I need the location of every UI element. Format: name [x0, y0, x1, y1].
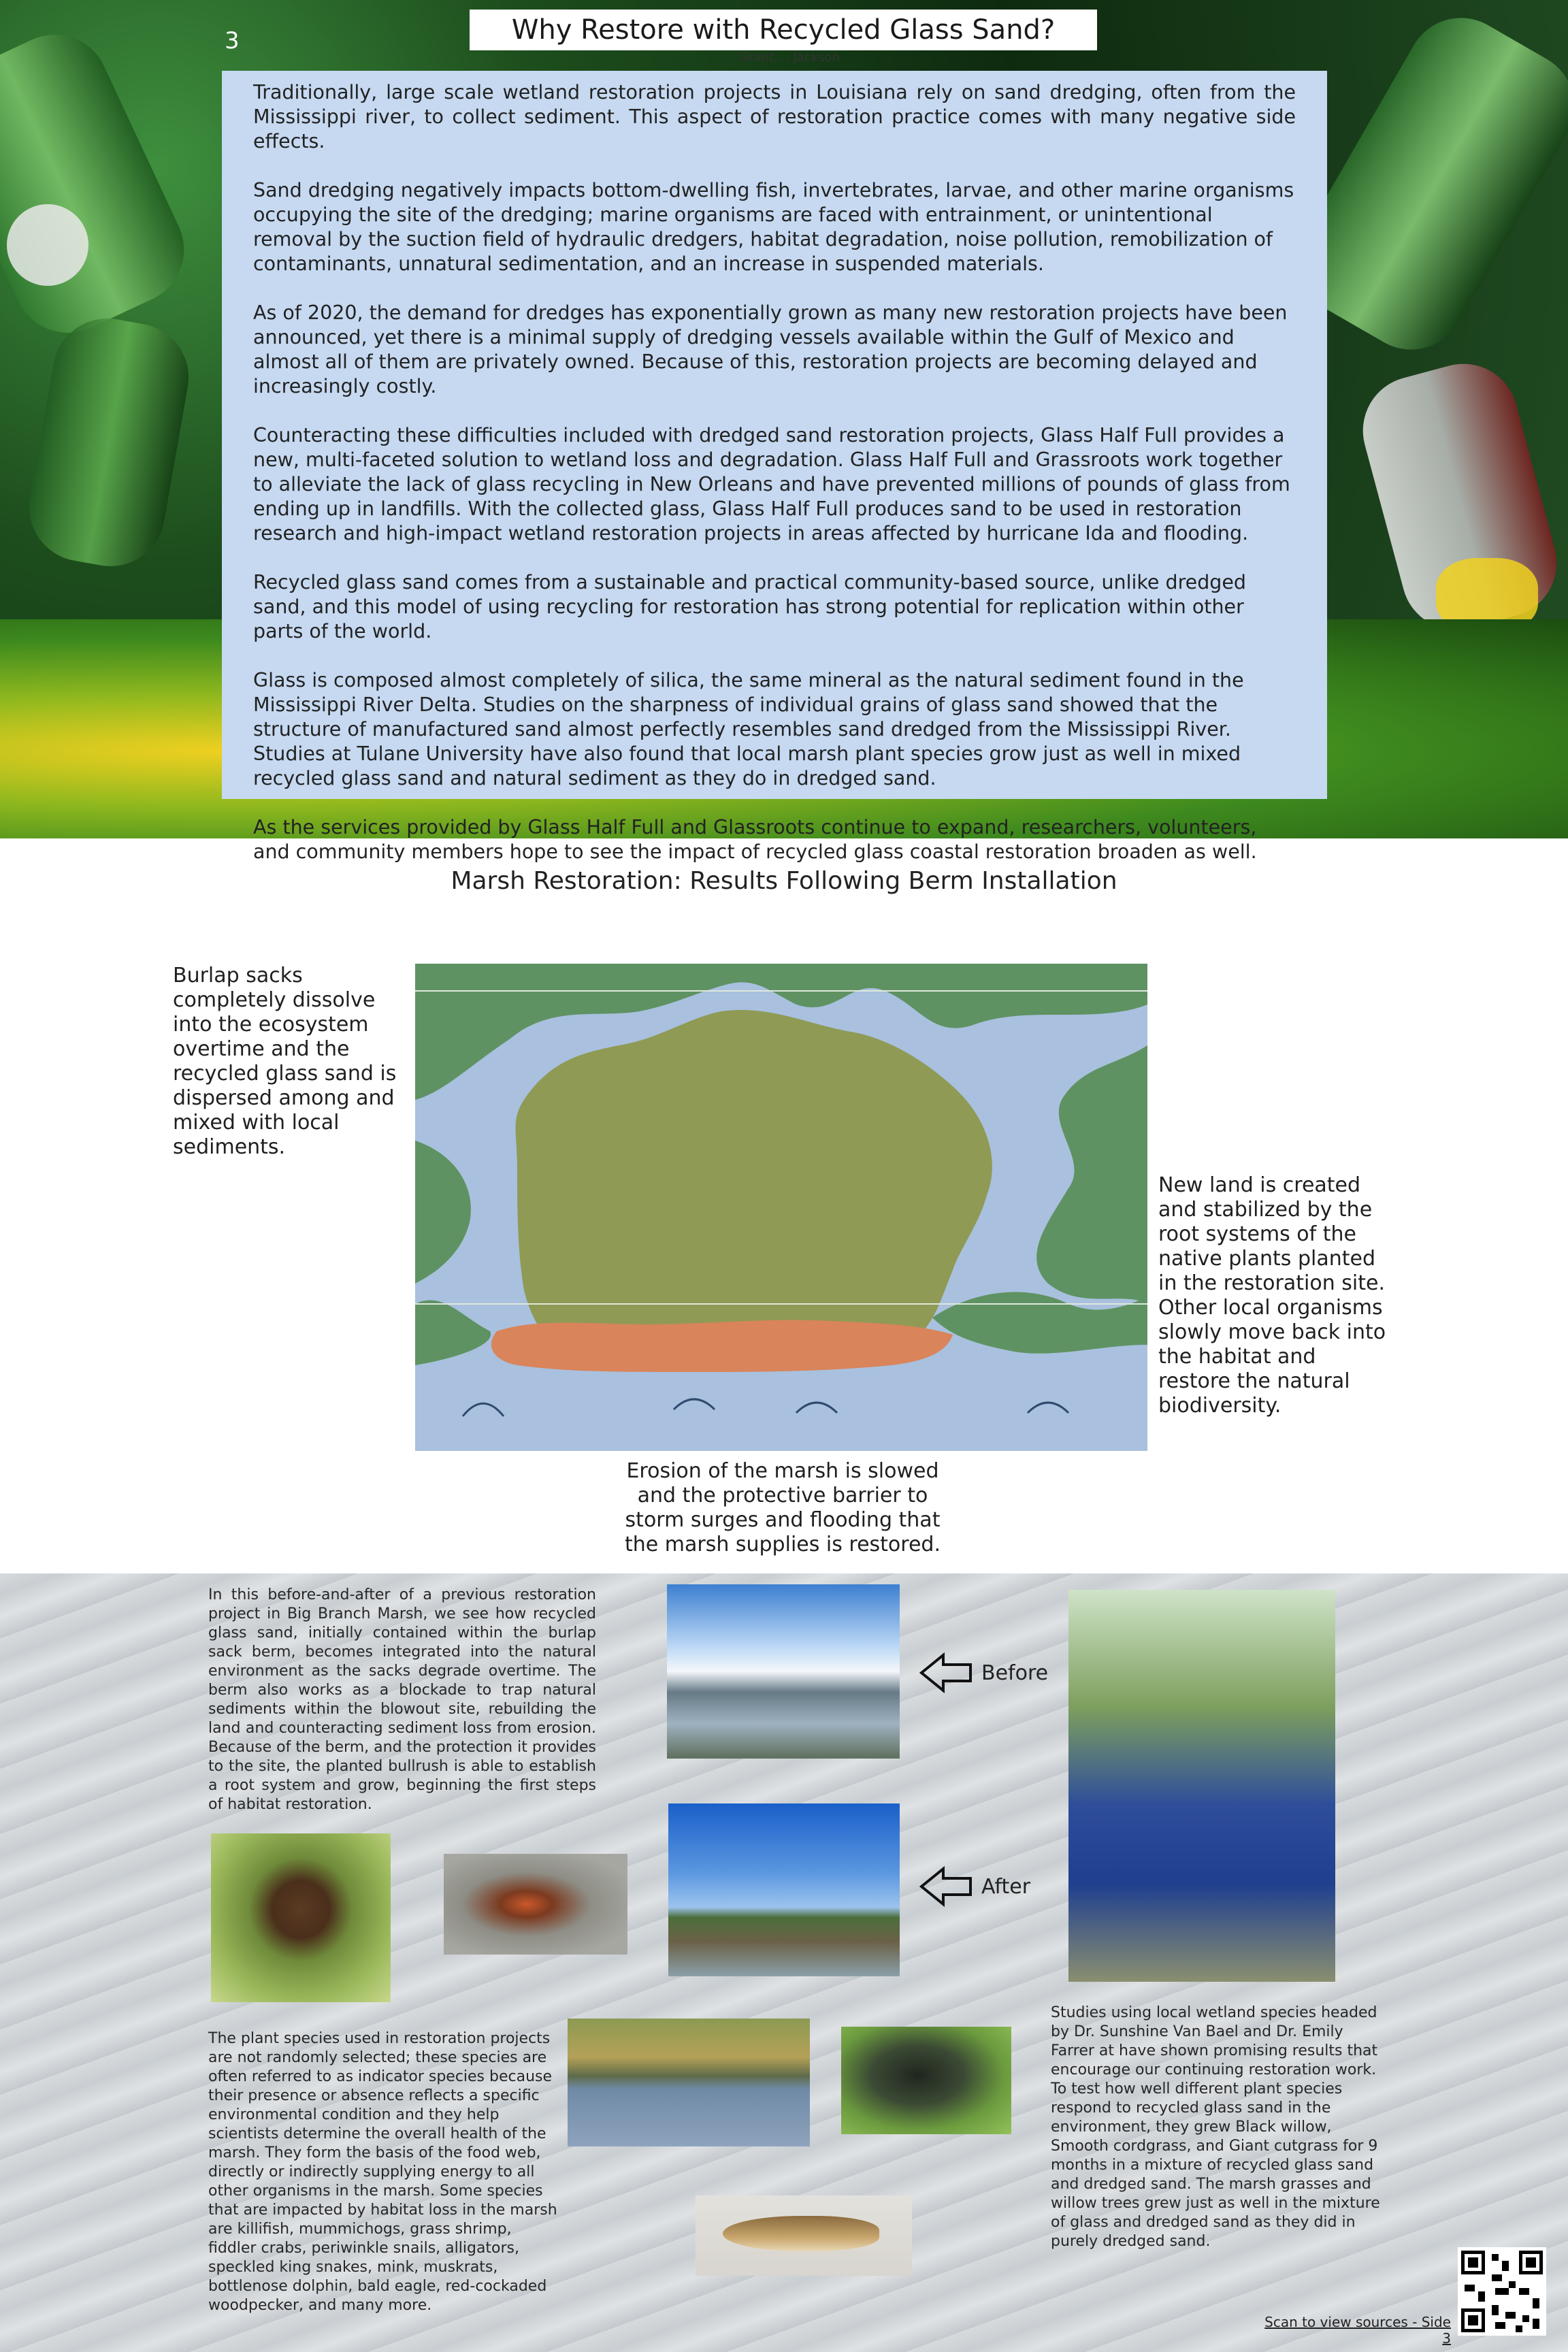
- caption-new-land: New land is created and stabilized by the root systems of the native plants planted in the restoration site. Other local organisms slowly move back into the habitat and restore the natural biodiversity.: [1158, 1173, 1386, 1418]
- fish-shape: [723, 2216, 879, 2251]
- arrow-left-icon: [919, 1866, 973, 1907]
- intro-paragraph: Traditionally, large scale wetland restoration projects in Louisiana rely on sand dredging, often from the Mississippi river, to collect sediment. This aspect of restoration practice comes with many negative side effects.: [253, 81, 1296, 152]
- after-photo: [668, 1803, 900, 1976]
- potted-marsh-plants-photo: [1068, 1590, 1335, 1982]
- intro-text-panel: [222, 71, 1327, 863]
- before-photo: [667, 1584, 900, 1759]
- after-label-text: After: [981, 1874, 1031, 1899]
- marsh-restoration-diagram: [415, 964, 1147, 1451]
- caption-erosion: Erosion of the marsh is slowed and the protective barrier to storm surges and flooding that the marsh supplies is restored.: [624, 1459, 941, 1556]
- sources-link[interactable]: Scan to view sources - Side 3: [1264, 2314, 1451, 2347]
- before-label: [919, 1652, 1048, 1693]
- restored-marsh-land: [516, 1010, 992, 1358]
- intro-paragraph: Sand dredging negatively impacts bottom-dwelling fish, invertebrates, larvae, and other marine organisms occupying the site of the dredging; marine organisms are faced with entrainment, or unintentional removal by the suction field of hydraulic dredgers, habitat degradation, noise pollution, remobilization of contaminants, unnatural sedimentation, and an increase in suspended materials.: [253, 179, 1294, 275]
- page-title: Why Restore with Recycled Glass Sand?: [470, 10, 1097, 50]
- caption-burlap: Burlap sacks completely dissolve into the ecosystem overtime and the recycled glass sand is dispersed among and mixed with local sediments.: [173, 964, 397, 1159]
- killifish-photo: [696, 2195, 912, 2276]
- qr-code[interactable]: [1458, 2247, 1546, 2336]
- intro-paragraph: Glass is composed almost completely of silica, the same mineral as the natural sediment found in the Mississippi River Delta. Studies on the sharpness of individual grains of glass sand showed that the structure of manufactured sand almost perfectly resembles sand dredged from the Mississippi River. Studies at Tulane University have also found that local marsh plant species grow just as well in mixed recycled glass sand and natural sediment as they do in dredged sand.: [253, 669, 1244, 789]
- intro-paragraph: Counteracting these difficulties included with dredged sand restoration projects, Glass Half Full provides a new, multi-faceted solution to wetland loss and degradation. Glass Half Full and Grassroots work together to alleviate the lack of glass recycling in New Orleans and have prevented millions of pounds of glass from ending up in landfills. With the collected glass, Glass Half Full produces sand to be used in restoration research and high-impact wetland restoration projects in areas affected by hurricane Ida and flooding.: [253, 424, 1290, 544]
- indicator-species-text: The plant species used in restoration projects are not randomly selected; these species are often referred to as indicator species because their presence or absence reflects a specific environmental condition and they help scientists determine the overall health of the marsh. They form the basis of the food web, directly or indirectly supplying energy to all other organisms in the marsh. Some species that are impacted by habitat loss in the marsh are killifish, mummichogs, grass shrimp, fiddler crabs, periwinkle snails, alligators, speckled king snakes, mink, muskrats, bottlenose dolphin, bald eagle, red-cockaded woodpecker, and many more.: [208, 2030, 557, 2314]
- arrow-left-icon: [919, 1652, 973, 1693]
- intro-paragraph: As of 2020, the demand for dredges has exponentially grown as many new restoration projects have been announced, yet there is a minimal supply of dredging vessels available within the Gulf of Mexico and almost all of them are privately owned. Because of this, restoration projects are becoming delayed and increasingly costly.: [253, 301, 1288, 397]
- marsh-section-title: Marsh Restoration: Results Following Berm Installation: [451, 867, 1117, 895]
- byline: Grant..., Jackson: [739, 50, 840, 65]
- fiddler-crab-photo: [444, 1854, 627, 1955]
- dolphins-photo: [568, 2019, 810, 2146]
- intro-paragraph: Recycled glass sand comes from a sustainable and practical community-based source, unlike dredged sand, and this model of using recycling for restoration has strong potential for replication within other parts of the world.: [253, 571, 1247, 642]
- before-after-description: In this before-and-after of a previous restoration project in Big Branch Marsh, we see how recycled glass sand, initially contained within the burlap sack berm, becomes integrated into the natural environment as the sacks degrade overtime. The berm also works as a blockade to trap natural sediments within the blowout site, rebuilding the land and counteracting sediment loss from erosion. Because of the berm, and the protection it provides to the site, the planted bullrush is able to establish a root system and grow, beginning the first steps of habitat restoration.: [208, 1586, 596, 1813]
- studies-text: Studies using local wetland species headed by Dr. Sunshine Van Bael and Dr. Emily Farrer at have shown promising results that encourage our continuing restoration work. To test how well different plant species respond to recycled glass sand in the environment, they grew Black willow, Smooth cordgrass, and Giant cutgrass for 9 months in a mixture of recycled glass sand and dredged sand. The marsh grasses and willow trees grew just as well in the mixture of glass and dredged sand as they did in purely dredged sand.: [1051, 2004, 1380, 2250]
- before-label-text: Before: [981, 1661, 1049, 1685]
- mink-photo: [211, 1833, 391, 2002]
- after-label: [919, 1866, 1030, 1907]
- king-snake-photo: [841, 2027, 1011, 2134]
- page-number: 3: [225, 27, 240, 54]
- intro-paragraph: As the services provided by Glass Half Full and Glassroots continue to expand, researchers, volunteers, and community members hope to see the impact of recycled glass coastal restoration broaden as well.: [253, 816, 1257, 863]
- burlap-berm: [491, 1320, 953, 1372]
